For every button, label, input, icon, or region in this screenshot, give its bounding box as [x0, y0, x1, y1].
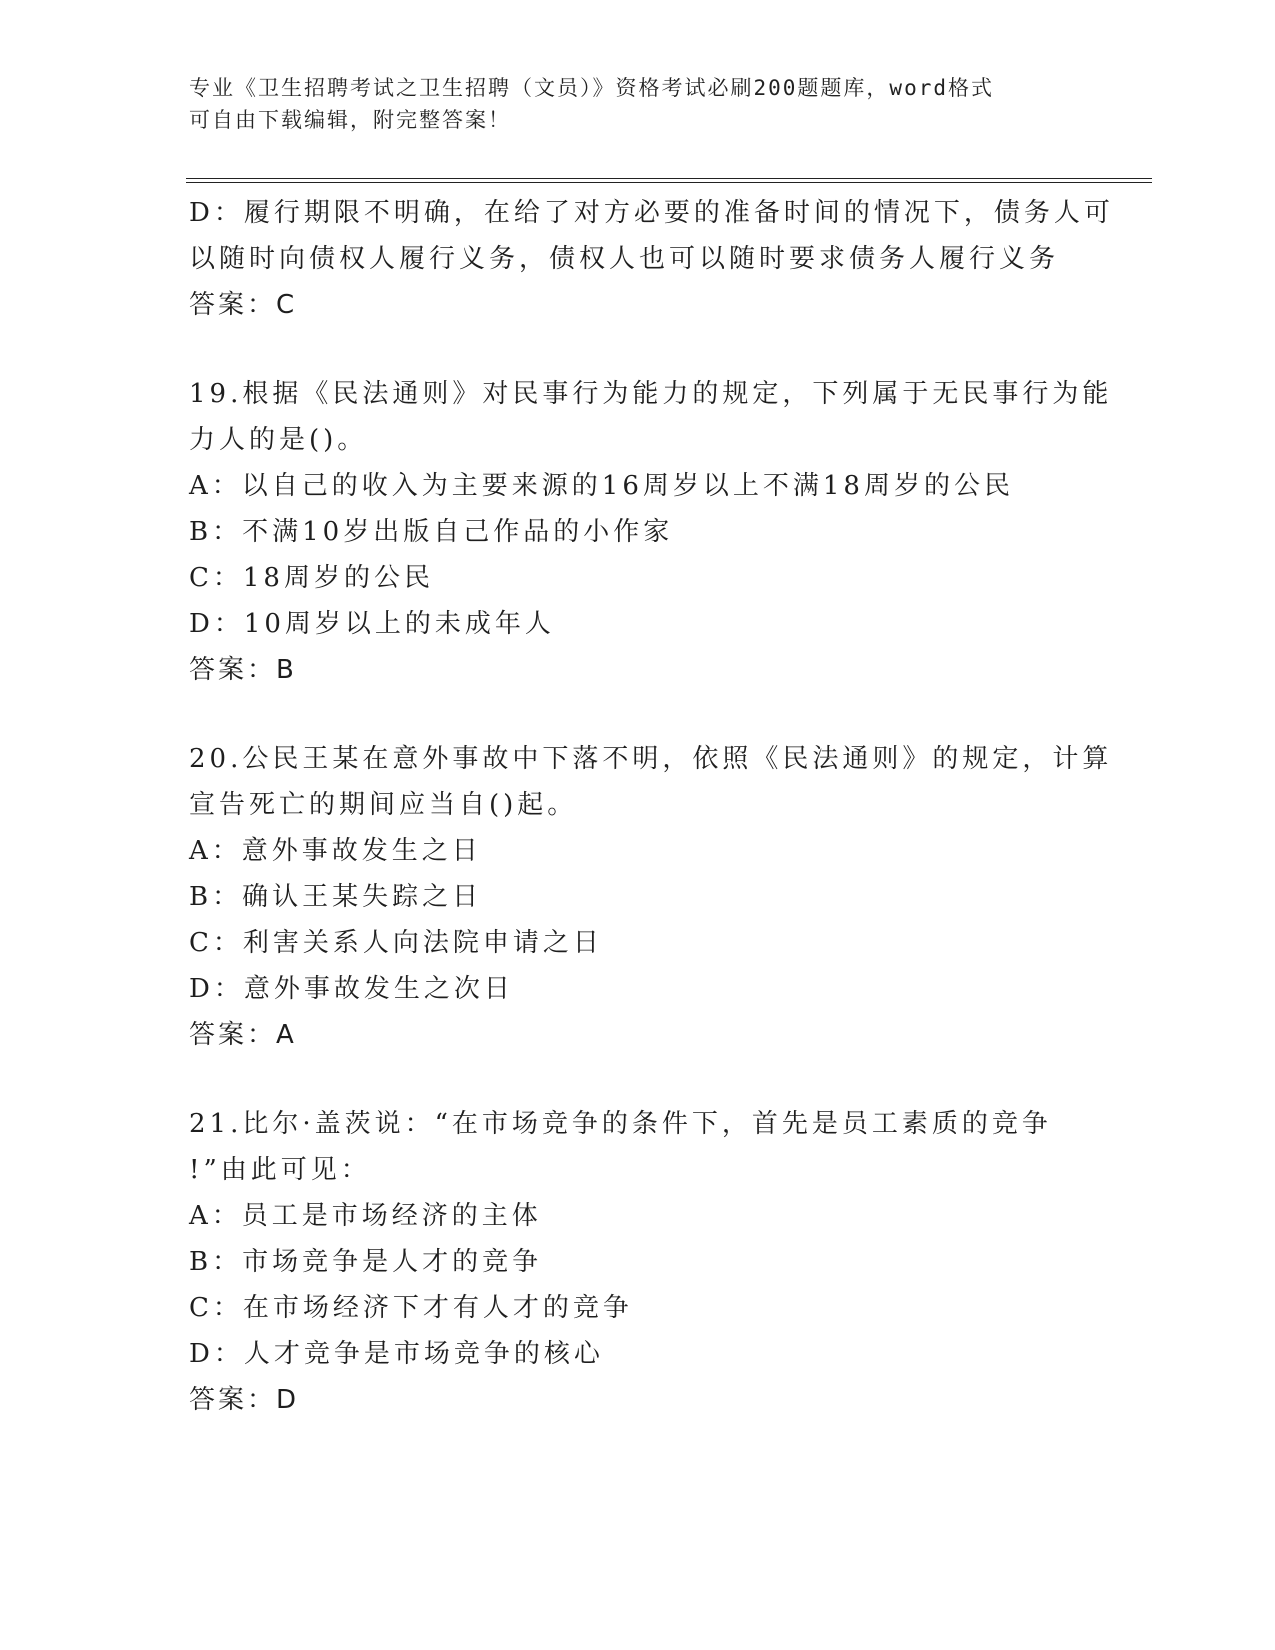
- option-d: D：意外事故发生之次日: [189, 974, 514, 1004]
- answer-label: 答案：A: [189, 1020, 297, 1050]
- question-stem-line-1: 20.公民王某在意外事故中下落不明，依照《民法通则》的规定，计算: [189, 744, 1113, 774]
- option-d-line-1: D：履行期限不明确，在给了对方必要的准备时间的情况下，债务人可: [189, 198, 1114, 228]
- spacer: [189, 328, 1089, 371]
- option-b: B：不满10岁出版自己作品的小作家: [189, 517, 674, 547]
- option-d-line-2: 以随时向债权人履行义务，债权人也可以随时要求债务人履行义务: [189, 244, 1060, 274]
- document-header: [189, 72, 1089, 136]
- answer-label: 答案：D: [189, 1385, 300, 1415]
- option-c: C：在市场经济下才有人才的竞争: [189, 1293, 633, 1323]
- option-a: A：以自己的收入为主要来源的16周岁以上不满18周岁的公民: [189, 471, 1014, 501]
- question-19: [189, 371, 1113, 693]
- option-c: C：18周岁的公民: [189, 563, 434, 593]
- option-b: B：确认王某失踪之日: [189, 882, 483, 912]
- option-a: A：意外事故发生之日: [189, 836, 482, 866]
- option-d: D：10周岁以上的未成年人: [189, 609, 555, 639]
- spacer: [189, 693, 1089, 736]
- question-stem-line-2: 宣告死亡的期间应当自()起。: [189, 790, 578, 820]
- header-divider-bottom: [186, 182, 1152, 183]
- option-b: B：市场竞争是人才的竞争: [189, 1247, 543, 1277]
- answer-label: 答案：B: [189, 655, 297, 685]
- question-20: [189, 736, 1113, 1058]
- option-c: C：利害关系人向法院申请之日: [189, 928, 603, 958]
- header-title-line-1: 专业《卫生招聘考试之卫生招聘（文员）》资格考试必刷200题题库，word格式: [189, 76, 994, 100]
- question-stem-line-1: 21.比尔·盖茨说：“在市场竞争的条件下，首先是员工素质的竞争: [189, 1109, 1052, 1139]
- question-21: [189, 1101, 1089, 1423]
- option-d: D：人才竞争是市场竞争的核心: [189, 1339, 604, 1369]
- option-a: A：员工是市场经济的主体: [189, 1201, 542, 1231]
- question-content: [189, 190, 1114, 1423]
- question-stem-line-2: 力人的是()。: [189, 425, 368, 455]
- question-stem-line-1: 19.根据《民法通则》对民事行为能力的规定，下列属于无民事行为能: [189, 379, 1113, 409]
- previous-question-tail: [189, 190, 1114, 328]
- spacer: [189, 1058, 1089, 1101]
- answer-label: 答案：C: [189, 290, 298, 320]
- question-stem-line-2: !”由此可见：: [189, 1155, 371, 1185]
- header-title-line-2: 可自由下载编辑，附完整答案！: [189, 108, 511, 132]
- header-divider-top: [186, 178, 1152, 179]
